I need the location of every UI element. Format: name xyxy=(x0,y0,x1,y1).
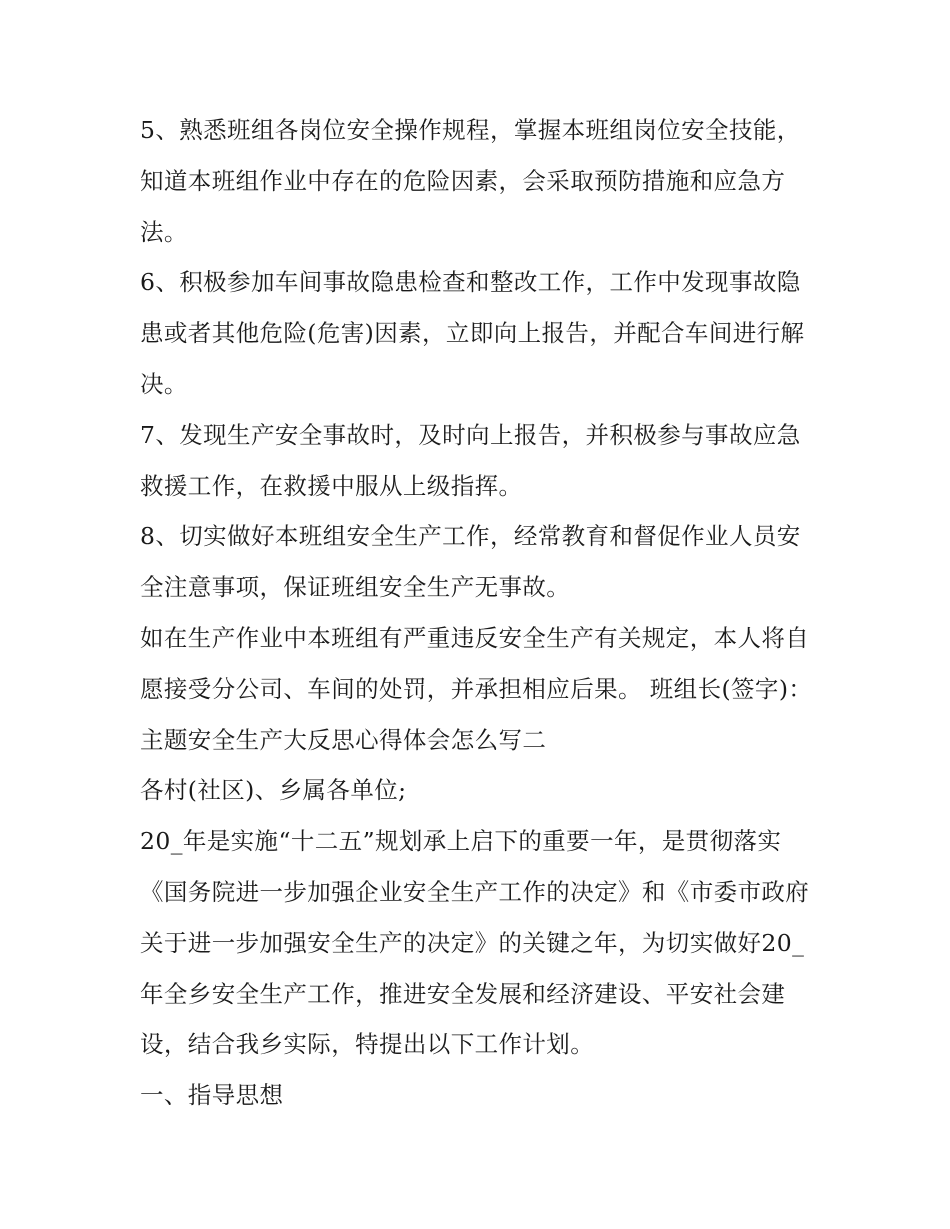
section-heading: 一、指导思想 xyxy=(140,1081,284,1110)
document-body xyxy=(140,105,820,1121)
paragraph-pledge: 如在生产作业中本班组有严重违反安全生产有关规定，本人将自愿接受分公司、车间的处罚，并承担相应后果。 班组长(签字)： 主题安全生产大反思心得体会怎么写二 xyxy=(140,623,813,754)
paragraph-item-6: 6、积极参加车间事故隐患检查和整改工作，工作中发现事故隐患或者其他危险(危害)因素，立即向上报告，并配合车间进行解决。 xyxy=(140,268,805,398)
paragraph-item-8: 8、切实做好本班组安全生产工作，经常教育和督促作业人员安全注意事项，保证班组安全生产无事故。 xyxy=(140,522,801,602)
paragraph-item-5: 5、熟悉班组各岗位安全操作规程，掌握本班组岗位安全技能，知道本班组作业中存在的危险因素，会采取预防措施和应急方法。 xyxy=(140,116,801,246)
paragraph-item-7: 7、发现生产安全事故时，及时向上报告，并积极参与事故应急救援工作，在救援中服从上级指挥。 xyxy=(140,420,801,500)
paragraph-intro: 20_年是实施“十二五”规划承上启下的重要一年，是贯彻落实《国务院进一步加强企业安全生产工作的决定》和《市委市政府关于进一步加强安全生产的决定》的关键之年，为切实做好20_年全乡安全生产工作，推进安全发展和经济建设、平安社会建设，结合我乡实际，特提出以下工作计划。 xyxy=(140,827,810,1059)
paragraph-salutation: 各村(社区)、乡属各单位; xyxy=(140,776,407,805)
